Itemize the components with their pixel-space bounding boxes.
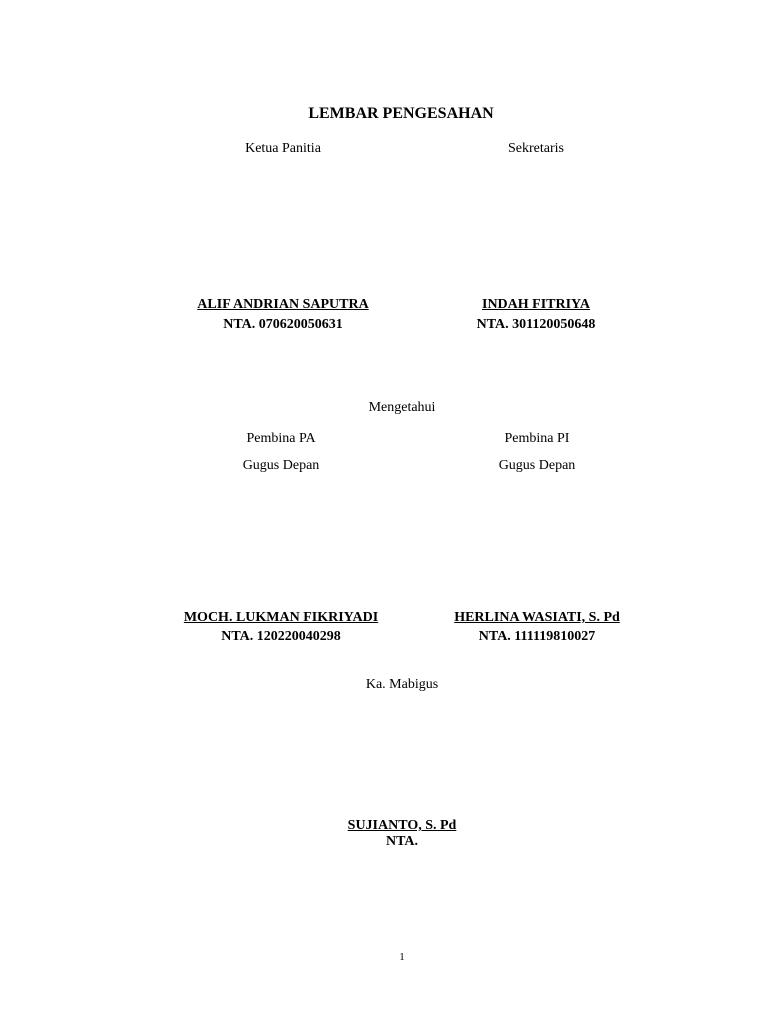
signatory-nta-sekretaris: NTA. 301120050648 bbox=[476, 317, 596, 332]
signatory-nta-ketua: NTA. 070620050631 bbox=[223, 317, 343, 332]
role-pembina-pa: Pembina PA bbox=[246, 431, 316, 446]
signatory-name-sekretaris: INDAH FITRIYA bbox=[481, 297, 591, 312]
role-pembina-pi: Pembina PI bbox=[504, 431, 570, 446]
signatory-name-ka-mabigus: SUJIANTO, S. Pd bbox=[347, 818, 457, 833]
role-ketua-panitia: Ketua Panitia bbox=[245, 141, 321, 156]
unit-pembina-pi: Gugus Depan bbox=[498, 458, 576, 473]
signatory-name-pembina-pa: MOCH. LUKMAN FIKRIYADI bbox=[183, 610, 379, 625]
page-number: 1 bbox=[399, 951, 405, 963]
signatory-nta-pembina-pa: NTA. 120220040298 bbox=[221, 629, 341, 644]
role-sekretaris: Sekretaris bbox=[508, 141, 564, 156]
signatory-name-pembina-pi: HERLINA WASIATI, S. Pd bbox=[454, 610, 620, 625]
mengetahui-label: Mengetahui bbox=[368, 400, 436, 415]
role-ka-mabigus: Ka. Mabigus bbox=[365, 677, 439, 692]
page-title: LEMBAR PENGESAHAN bbox=[308, 105, 494, 122]
signatory-nta-ka-mabigus: NTA. bbox=[385, 834, 419, 849]
signatory-nta-pembina-pi: NTA. 111119810027 bbox=[478, 629, 596, 644]
unit-pembina-pa: Gugus Depan bbox=[242, 458, 320, 473]
signatory-name-ketua: ALIF ANDRIAN SAPUTRA bbox=[197, 297, 369, 312]
